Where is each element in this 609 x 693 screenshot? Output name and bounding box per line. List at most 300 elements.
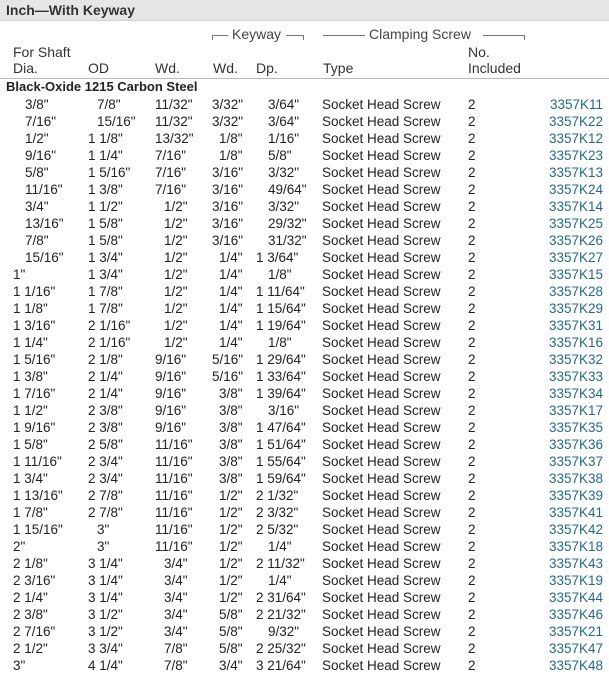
screw-count-cell: 2 xyxy=(468,624,476,639)
part-number-link[interactable]: 3357K39 xyxy=(548,488,603,503)
screw-count-cell: 2 xyxy=(468,539,476,554)
width-cell: 11/16" xyxy=(155,505,193,520)
screw-count-cell: 2 xyxy=(468,454,476,469)
shaft-cell: 2 3/16" xyxy=(13,573,56,588)
width-cell: 1/2" xyxy=(164,250,188,265)
keyway-width-cell: 1/4" xyxy=(219,335,243,350)
keyway-width-cell: 1/2" xyxy=(219,539,243,554)
keyway-width-cell: 3/16" xyxy=(212,233,244,248)
table-row xyxy=(0,232,609,249)
table-row xyxy=(0,96,609,113)
width-cell: 1/2" xyxy=(164,267,188,282)
width-cell: 3/4" xyxy=(164,590,188,605)
table-row xyxy=(0,300,609,317)
screw-type-cell: Socket Head Screw xyxy=(322,556,441,571)
shaft-cell: 1 5/16" xyxy=(13,352,56,367)
shaft-cell: 3/4" xyxy=(25,199,49,214)
keyway-depth-cell: 31/32" xyxy=(268,233,307,248)
keyway-width-cell: 1/8" xyxy=(219,131,243,146)
od-cell: 1 1/4" xyxy=(88,148,123,163)
od-cell: 1 7/8" xyxy=(88,301,123,316)
screw-type-cell: Socket Head Screw xyxy=(322,403,441,418)
shaft-cell: 1 3/8" xyxy=(13,369,48,384)
part-number-link[interactable]: 3357K18 xyxy=(548,539,603,554)
part-number-link[interactable]: 3357K13 xyxy=(548,165,603,180)
screw-type-cell: Socket Head Screw xyxy=(322,284,441,299)
keyway-width-cell: 1/4" xyxy=(219,301,243,316)
table-row xyxy=(0,402,609,419)
width-cell: 11/16" xyxy=(155,437,193,452)
shaft-cell: 1 1/4" xyxy=(13,335,48,350)
table-row xyxy=(0,164,609,181)
table-row xyxy=(0,147,609,164)
od-cell: 3 1/4" xyxy=(88,573,123,588)
keyway-depth-cell: 1 29/64" xyxy=(256,352,306,367)
width-cell: 1/2" xyxy=(164,335,188,350)
width-cell: 3/4" xyxy=(164,573,188,588)
keyway-width-cell: 3/8" xyxy=(219,403,243,418)
screw-count-cell: 2 xyxy=(468,250,476,265)
shaft-cell: 3" xyxy=(13,658,26,673)
keyway-depth-cell: 2 5/32" xyxy=(256,522,299,537)
od-cell: 2 5/8" xyxy=(88,437,123,452)
keyway-width-cell: 5/8" xyxy=(219,607,243,622)
table-row xyxy=(0,215,609,232)
screw-type-cell: Socket Head Screw xyxy=(322,437,441,452)
od-cell: 15/16" xyxy=(97,114,136,129)
part-number-link[interactable]: 3357K24 xyxy=(548,182,603,197)
keyway-width-cell: 3/8" xyxy=(219,386,243,401)
screw-type-cell: Socket Head Screw xyxy=(322,148,441,163)
od-cell: 2 3/8" xyxy=(88,403,123,418)
keyway-width-cell: 3/8" xyxy=(219,454,243,469)
width-cell: 3/4" xyxy=(164,607,188,622)
keyway-depth-cell: 1 3/64" xyxy=(256,250,299,265)
shaft-cell: 1 1/2" xyxy=(13,403,48,418)
table-row xyxy=(0,351,609,368)
keyway-depth-cell: 2 11/32" xyxy=(256,556,305,571)
keyway-width-cell: 1/2" xyxy=(219,573,243,588)
od-cell: 1 5/16" xyxy=(88,165,131,180)
keyway-depth-cell: 29/32" xyxy=(268,216,307,231)
screw-type-cell: Socket Head Screw xyxy=(322,607,441,622)
keyway-width-cell: 3/16" xyxy=(212,216,244,231)
screw-count-cell: 2 xyxy=(468,335,476,350)
keyway-depth-cell: 3/64" xyxy=(268,97,300,112)
table-row xyxy=(0,623,609,640)
keyway-group-label: Keyway xyxy=(232,26,282,42)
part-number-link[interactable]: 3357K15 xyxy=(548,267,603,282)
screw-count-cell: 2 xyxy=(468,386,476,401)
part-number-link[interactable]: 3357K46 xyxy=(548,607,603,622)
shaft-cell: 1 15/16" xyxy=(13,522,63,537)
od-cell: 3" xyxy=(97,539,110,554)
keyway-depth-cell: 1 15/64" xyxy=(256,301,306,316)
screw-type-cell: Socket Head Screw xyxy=(322,386,441,401)
width-cell: 1/2" xyxy=(164,199,188,214)
keyway-width-cell: 5/16" xyxy=(212,352,244,367)
keyway-depth-cell: 3 21/64" xyxy=(256,658,306,673)
table-row xyxy=(0,504,609,521)
od-cell: 1 7/8" xyxy=(88,284,123,299)
keyway-width-cell: 3/32" xyxy=(212,97,244,112)
table-row xyxy=(0,640,609,657)
od-cell: 2 1/16" xyxy=(88,318,131,333)
screw-count-cell: 2 xyxy=(468,590,476,605)
screw-count-cell: 2 xyxy=(468,352,476,367)
width-cell: 13/32" xyxy=(155,131,194,146)
part-number-link[interactable]: 3357K37 xyxy=(548,454,603,469)
screw-count-cell: 2 xyxy=(468,301,476,316)
screw-count-cell: 2 xyxy=(468,420,476,435)
part-number-link[interactable]: 3357K19 xyxy=(548,573,603,588)
width-cell: 9/16" xyxy=(155,352,187,367)
part-number-link[interactable]: 3357K47 xyxy=(548,641,603,656)
part-number-link[interactable]: 3357K31 xyxy=(548,318,603,333)
table-row xyxy=(0,487,609,504)
shaft-cell: 9/16" xyxy=(25,148,57,163)
screw-type-cell: Socket Head Screw xyxy=(322,233,441,248)
part-number-link[interactable]: 3357K16 xyxy=(548,335,603,350)
keyway-width-cell: 1/4" xyxy=(219,318,243,333)
shaft-cell: 13/16" xyxy=(25,216,64,231)
width-cell: 9/16" xyxy=(155,386,187,401)
part-number-link[interactable]: 3357K44 xyxy=(548,590,603,605)
keyway-depth-cell: 1 51/64" xyxy=(256,437,306,452)
table-row xyxy=(0,130,609,147)
shaft-cell: 5/8" xyxy=(25,165,49,180)
shaft-cell: 15/16" xyxy=(25,250,64,265)
shaft-cell: 1" xyxy=(13,267,26,282)
od-cell: 2 1/4" xyxy=(88,369,123,384)
screw-type-cell: Socket Head Screw xyxy=(322,318,441,333)
part-number-link[interactable]: 3357K29 xyxy=(548,301,603,316)
header-shaft-line2: Dia. xyxy=(13,60,38,76)
screw-count-cell: 2 xyxy=(468,165,476,180)
screw-count-cell: 2 xyxy=(468,148,476,163)
table-row xyxy=(0,555,609,572)
screw-type-cell: Socket Head Screw xyxy=(322,114,441,129)
width-cell: 11/16" xyxy=(155,471,193,486)
width-cell: 9/16" xyxy=(155,403,187,418)
screw-count-cell: 2 xyxy=(468,488,476,503)
header-shaft-line1: For Shaft xyxy=(13,44,71,60)
screw-type-cell: Socket Head Screw xyxy=(322,250,441,265)
table-row xyxy=(0,266,609,283)
clamping-screw-group-label: Clamping Screw xyxy=(369,26,471,42)
screw-type-cell: Socket Head Screw xyxy=(322,301,441,316)
width-cell: 1/2" xyxy=(164,233,188,248)
shaft-cell: 1 3/4" xyxy=(13,471,48,486)
width-cell: 1/2" xyxy=(164,318,188,333)
table-row xyxy=(0,181,609,198)
shaft-cell: 3/8" xyxy=(25,97,49,112)
shaft-cell: 1/2" xyxy=(25,131,49,146)
screw-type-cell: Socket Head Screw xyxy=(322,488,441,503)
screw-type-cell: Socket Head Screw xyxy=(322,624,441,639)
table-row xyxy=(0,572,609,589)
keyway-width-cell: 1/2" xyxy=(219,505,243,520)
keyway-depth-cell: 1 55/64" xyxy=(256,454,306,469)
shaft-cell: 1 1/16" xyxy=(13,284,56,299)
keyway-depth-cell: 2 3/32" xyxy=(256,505,299,520)
part-number-link[interactable]: 3357K23 xyxy=(548,148,603,163)
od-cell: 1 1/8" xyxy=(88,131,123,146)
screw-count-cell: 2 xyxy=(468,607,476,622)
shaft-cell: 2" xyxy=(13,539,26,554)
table-row xyxy=(0,453,609,470)
table-row xyxy=(0,657,609,674)
width-cell: 9/16" xyxy=(155,369,187,384)
keyway-width-cell: 1/2" xyxy=(219,556,243,571)
header-type: Type xyxy=(323,60,354,76)
screw-count-cell: 2 xyxy=(468,284,476,299)
part-number-link[interactable]: 3357K11 xyxy=(549,97,603,112)
keyway-depth-cell: 1/4" xyxy=(268,539,292,554)
width-cell: 1/2" xyxy=(164,216,188,231)
od-cell: 3 1/4" xyxy=(88,556,123,571)
shaft-cell: 1 7/16" xyxy=(13,386,56,401)
screw-type-cell: Socket Head Screw xyxy=(322,369,441,384)
screw-count-cell: 2 xyxy=(468,522,476,537)
width-cell: 7/16" xyxy=(155,182,187,197)
keyway-depth-cell: 3/32" xyxy=(268,199,300,214)
keyway-depth-cell: 2 1/32" xyxy=(256,488,299,503)
table-row xyxy=(0,436,609,453)
header-wd: Wd. xyxy=(155,60,180,76)
table-row xyxy=(0,538,609,555)
keyway-width-cell: 3/8" xyxy=(219,437,243,452)
header-od: OD xyxy=(88,60,109,76)
shaft-cell: 2 1/4" xyxy=(13,590,48,605)
header-no-line2: Included xyxy=(468,60,521,76)
od-cell: 1 5/8" xyxy=(88,233,123,248)
screw-type-cell: Socket Head Screw xyxy=(322,522,441,537)
part-number-link[interactable]: 3357K17 xyxy=(548,403,603,418)
keyway-depth-cell: 1 33/64" xyxy=(256,369,306,384)
screw-count-cell: 2 xyxy=(468,199,476,214)
table-row xyxy=(0,368,609,385)
shaft-cell: 1 3/16" xyxy=(13,318,56,333)
screw-count-cell: 2 xyxy=(468,556,476,571)
part-number-link[interactable]: 3357K48 xyxy=(548,658,603,673)
keyway-depth-cell: 1/8" xyxy=(268,267,292,282)
keyway-depth-cell: 1 39/64" xyxy=(256,386,306,401)
part-number-link[interactable]: 3357K25 xyxy=(548,216,603,231)
screw-type-cell: Socket Head Screw xyxy=(322,590,441,605)
section-heading: Black-Oxide 1215 Carbon Steel xyxy=(6,79,198,94)
part-number-link[interactable]: 3357K22 xyxy=(548,114,603,129)
table-title-bar xyxy=(0,0,609,21)
table-row xyxy=(0,521,609,538)
width-cell: 7/8" xyxy=(164,658,188,673)
od-cell: 3 1/2" xyxy=(88,624,123,639)
part-number-link[interactable]: 3357K14 xyxy=(548,199,603,214)
header-keyway-wd: Wd. xyxy=(213,60,238,76)
keyway-depth-cell: 1 47/64" xyxy=(256,420,306,435)
part-number-link[interactable]: 3357K43 xyxy=(548,556,603,571)
part-number-link[interactable]: 3357K33 xyxy=(548,369,603,384)
screw-count-cell: 2 xyxy=(468,267,476,282)
keyway-width-cell: 1/2" xyxy=(219,590,243,605)
width-cell: 1/2" xyxy=(164,284,188,299)
od-cell: 2 7/8" xyxy=(88,488,123,503)
od-cell: 4 1/4" xyxy=(88,658,123,673)
part-number-link[interactable]: 3357K36 xyxy=(548,437,603,452)
od-cell: 1 3/8" xyxy=(88,182,123,197)
keyway-depth-cell: 2 21/32" xyxy=(256,607,306,622)
part-number-link[interactable]: 3357K41 xyxy=(548,505,603,520)
width-cell: 11/32" xyxy=(155,97,193,112)
keyway-width-cell: 1/4" xyxy=(219,284,243,299)
part-number-link[interactable]: 3357K35 xyxy=(548,420,603,435)
shaft-cell: 7/8" xyxy=(25,233,49,248)
od-cell: 2 1/4" xyxy=(88,386,123,401)
keyway-depth-cell: 3/16" xyxy=(268,403,300,418)
od-cell: 2 3/4" xyxy=(88,454,123,469)
od-cell: 3 3/4" xyxy=(88,641,123,656)
width-cell: 1/2" xyxy=(164,301,188,316)
keyway-depth-cell: 2 31/64" xyxy=(256,590,306,605)
od-cell: 1 1/2" xyxy=(88,199,123,214)
keyway-width-cell: 1/8" xyxy=(219,148,243,163)
shaft-cell: 7/16" xyxy=(25,114,57,129)
part-number-link[interactable]: 3357K38 xyxy=(548,471,603,486)
keyway-depth-cell: 2 25/32" xyxy=(256,641,306,656)
keyway-depth-cell: 1/4" xyxy=(268,573,292,588)
keyway-width-cell: 1/4" xyxy=(219,267,243,282)
od-cell: 2 1/16" xyxy=(88,335,131,350)
part-number-link[interactable]: 3357K27 xyxy=(548,250,603,265)
screw-type-cell: Socket Head Screw xyxy=(322,165,441,180)
keyway-width-cell: 3/16" xyxy=(212,182,244,197)
od-cell: 2 3/4" xyxy=(88,471,123,486)
width-cell: 11/16" xyxy=(155,539,193,554)
part-number-link[interactable]: 3357K26 xyxy=(548,233,603,248)
table-row xyxy=(0,334,609,351)
width-cell: 7/16" xyxy=(155,165,187,180)
shaft-cell: 1 11/16" xyxy=(13,454,62,469)
screw-type-cell: Socket Head Screw xyxy=(322,539,441,554)
od-cell: 1 5/8" xyxy=(88,216,123,231)
keyway-width-cell: 1/4" xyxy=(219,250,243,265)
part-number-link[interactable]: 3357K12 xyxy=(548,131,603,146)
od-cell: 3 1/2" xyxy=(88,607,123,622)
table-row xyxy=(0,198,609,215)
shaft-cell: 2 7/16" xyxy=(13,624,56,639)
keyway-width-cell: 5/8" xyxy=(219,641,243,656)
part-number-link[interactable]: 3357K42 xyxy=(548,522,603,537)
screw-type-cell: Socket Head Screw xyxy=(322,182,441,197)
width-cell: 11/32" xyxy=(155,114,193,129)
screw-count-cell: 2 xyxy=(468,97,476,112)
shaft-cell: 2 1/8" xyxy=(13,556,48,571)
screw-type-cell: Socket Head Screw xyxy=(322,420,441,435)
keyway-width-cell: 5/16" xyxy=(212,369,244,384)
table-row xyxy=(0,283,609,300)
shaft-cell: 1 13/16" xyxy=(13,488,63,503)
shaft-cell: 2 3/8" xyxy=(13,607,48,622)
keyway-width-cell: 3/16" xyxy=(212,165,244,180)
width-cell: 3/4" xyxy=(164,624,188,639)
width-cell: 9/16" xyxy=(155,420,187,435)
screw-count-cell: 2 xyxy=(468,573,476,588)
screw-count-cell: 2 xyxy=(468,505,476,520)
shaft-cell: 1 1/8" xyxy=(13,301,48,316)
width-cell: 7/8" xyxy=(164,641,188,656)
screw-count-cell: 2 xyxy=(468,216,476,231)
keyway-depth-cell: 3/32" xyxy=(268,165,300,180)
part-number-link[interactable]: 3357K21 xyxy=(548,624,603,639)
od-cell: 2 1/8" xyxy=(88,352,123,367)
keyway-width-cell: 3/8" xyxy=(219,471,243,486)
screw-type-cell: Socket Head Screw xyxy=(322,454,441,469)
screw-count-cell: 2 xyxy=(468,182,476,197)
keyway-width-cell: 3/16" xyxy=(212,199,244,214)
screw-type-cell: Socket Head Screw xyxy=(322,267,441,282)
screw-type-cell: Socket Head Screw xyxy=(322,505,441,520)
part-number-link[interactable]: 3357K32 xyxy=(548,352,603,367)
screw-type-cell: Socket Head Screw xyxy=(322,216,441,231)
width-cell: 3/4" xyxy=(164,556,188,571)
width-cell: 11/16" xyxy=(155,522,193,537)
table-row xyxy=(0,249,609,266)
od-cell: 1 3/4" xyxy=(88,250,123,265)
table-row xyxy=(0,317,609,334)
part-number-link[interactable]: 3357K28 xyxy=(548,284,603,299)
screw-count-cell: 2 xyxy=(468,233,476,248)
keyway-depth-cell: 1/16" xyxy=(268,131,300,146)
screw-type-cell: Socket Head Screw xyxy=(322,352,441,367)
table-row xyxy=(0,470,609,487)
screw-type-cell: Socket Head Screw xyxy=(322,573,441,588)
screw-count-cell: 2 xyxy=(468,369,476,384)
keyway-width-cell: 1/2" xyxy=(219,522,243,537)
screw-count-cell: 2 xyxy=(468,114,476,129)
part-number-link[interactable]: 3357K34 xyxy=(548,386,603,401)
screw-count-cell: 2 xyxy=(468,471,476,486)
od-cell: 3 1/4" xyxy=(88,590,123,605)
shaft-cell: 11/16" xyxy=(25,182,63,197)
header-no-line1: No. xyxy=(468,44,490,60)
screw-count-cell: 2 xyxy=(468,641,476,656)
table-row xyxy=(0,589,609,606)
keyway-width-cell: 3/4" xyxy=(219,658,243,673)
screw-count-cell: 2 xyxy=(468,318,476,333)
od-cell: 3" xyxy=(97,522,110,537)
keyway-width-cell: 3/8" xyxy=(219,420,243,435)
width-cell: 11/16" xyxy=(155,454,193,469)
screw-count-cell: 2 xyxy=(468,658,476,673)
shaft-cell: 1 7/8" xyxy=(13,505,48,520)
table-row xyxy=(0,606,609,623)
od-cell: 2 3/8" xyxy=(88,420,123,435)
width-cell: 11/16" xyxy=(155,488,193,503)
screw-type-cell: Socket Head Screw xyxy=(322,131,441,146)
table-row xyxy=(0,419,609,436)
keyway-depth-cell: 5/8" xyxy=(268,148,292,163)
od-cell: 1 3/4" xyxy=(88,267,123,282)
screw-count-cell: 2 xyxy=(468,437,476,452)
keyway-depth-cell: 9/32" xyxy=(268,624,300,639)
screw-count-cell: 2 xyxy=(468,403,476,418)
keyway-depth-cell: 1 59/64" xyxy=(256,471,306,486)
screw-type-cell: Socket Head Screw xyxy=(322,199,441,214)
keyway-depth-cell: 1 19/64" xyxy=(256,318,306,333)
width-cell: 7/16" xyxy=(155,148,187,163)
screw-type-cell: Socket Head Screw xyxy=(322,658,441,673)
screw-type-cell: Socket Head Screw xyxy=(322,97,441,112)
